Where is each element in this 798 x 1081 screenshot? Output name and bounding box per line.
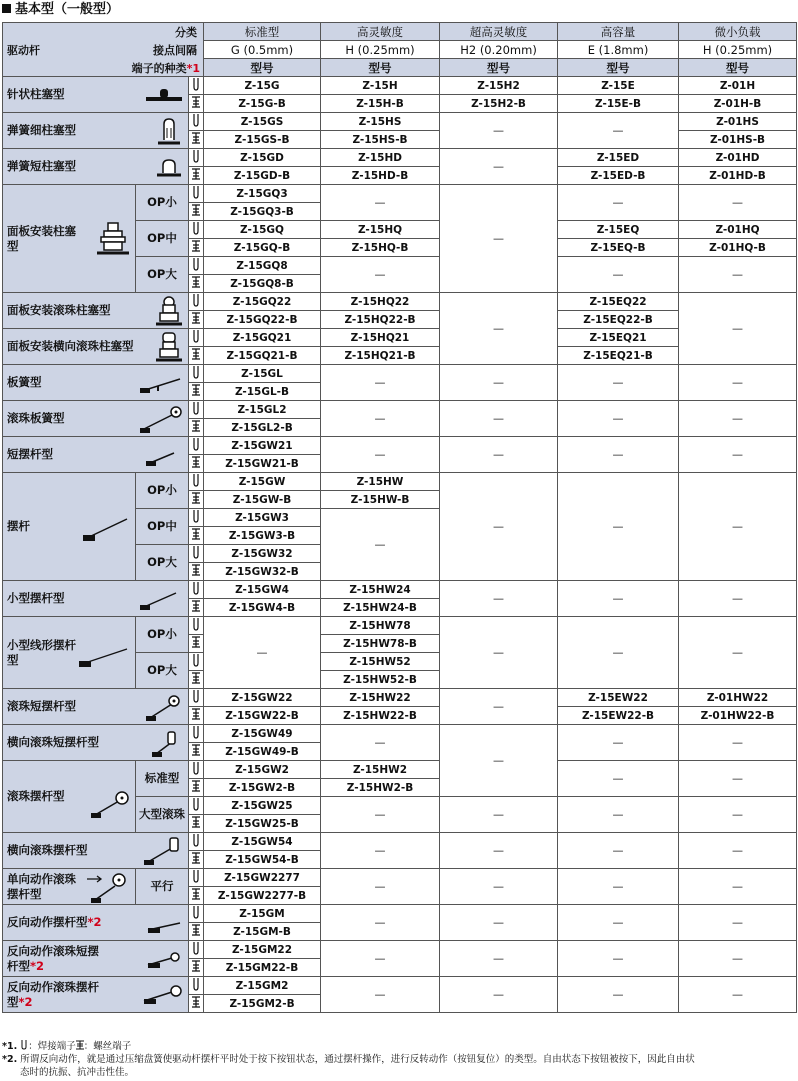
model-cell: Z-15E-B xyxy=(558,95,679,113)
sub-op-large: OP大 xyxy=(136,653,189,689)
screw-terminal-icon xyxy=(76,1040,84,1050)
model-cell: Z-15GL2-B xyxy=(204,419,321,437)
gap-h-micro: H (0.25mm) xyxy=(679,41,797,59)
terminal-label: 端子的种类*1 xyxy=(131,62,201,75)
actuator-pin: 针状柱塞型 xyxy=(3,77,189,113)
model-label: 型号 xyxy=(321,59,440,77)
solder-terminal-icon xyxy=(189,185,204,203)
screw-terminal-icon xyxy=(189,599,204,617)
model-label: 型号 xyxy=(204,59,321,77)
screw-terminal-icon xyxy=(189,455,204,473)
model-cell: Z-15EQ21 xyxy=(558,329,679,347)
square-bullet-icon xyxy=(2,4,11,13)
empty-cell: — xyxy=(679,977,797,1013)
empty-cell: — xyxy=(440,725,558,797)
empty-cell: — xyxy=(321,509,440,581)
solder-terminal-icon xyxy=(189,725,204,743)
model-cell: Z-15HD xyxy=(321,149,440,167)
empty-cell: — xyxy=(440,905,558,941)
empty-cell: — xyxy=(558,401,679,437)
model-cell: Z-01HS xyxy=(679,113,797,131)
actuator-panel-roller: 面板安装滚珠柱塞型 xyxy=(3,293,189,329)
empty-cell: — xyxy=(204,617,321,689)
empty-cell: — xyxy=(321,401,440,437)
model-cell: Z-15EQ xyxy=(558,221,679,239)
actuator-reverse-roller-short: 反向动作滚珠短摆杆型*2 xyxy=(3,941,189,977)
reverse-roller-hinge-icon xyxy=(140,983,184,1007)
sub-op-large: OP大 xyxy=(136,257,189,293)
model-cell: Z-15HW22-B xyxy=(321,707,440,725)
model-cell: Z-15HQ-B xyxy=(321,239,440,257)
col-micro-load: 微小负载 xyxy=(679,23,797,41)
model-cell: Z-15HW xyxy=(321,473,440,491)
empty-cell: — xyxy=(321,437,440,473)
empty-cell: — xyxy=(558,581,679,617)
model-cell: Z-15GL xyxy=(204,365,321,383)
actuator-label: 驱动杆 xyxy=(7,44,40,57)
model-cell: Z-15GW21 xyxy=(204,437,321,455)
page-title: 基本型（一般型） xyxy=(2,1,119,19)
empty-cell: — xyxy=(679,185,797,221)
solder-terminal-icon xyxy=(189,293,204,311)
empty-cell: — xyxy=(679,617,797,689)
empty-cell: — xyxy=(321,941,440,977)
model-cell: Z-01H-B xyxy=(679,95,797,113)
reverse-roller-short-hinge-icon xyxy=(144,949,184,971)
actuator-short-hinge: 短摆杆型 xyxy=(3,437,189,473)
sub-op-mid: OP中 xyxy=(136,221,189,257)
empty-cell: — xyxy=(440,293,558,365)
model-cell: Z-15H2-B xyxy=(440,95,558,113)
screw-terminal-icon xyxy=(189,275,204,293)
screw-terminal-icon xyxy=(189,671,204,689)
solder-terminal-icon xyxy=(189,833,204,851)
model-cell: Z-15HS xyxy=(321,113,440,131)
screw-terminal-icon xyxy=(189,563,204,581)
actuator-one-way-roller: 单向动作滚珠摆杆型 xyxy=(3,869,136,905)
model-cell: Z-15HW2 xyxy=(321,761,440,779)
empty-cell: — xyxy=(321,365,440,401)
solder-terminal-icon xyxy=(189,77,204,95)
model-cell: Z-15GM2 xyxy=(204,977,321,995)
empty-cell: — xyxy=(679,437,797,473)
solder-terminal-icon xyxy=(189,869,204,887)
actuator-small-wire-hinge: 小型线形摆杆型 xyxy=(3,617,136,689)
model-cell: Z-15ED-B xyxy=(558,167,679,185)
model-cell: Z-15GW22 xyxy=(204,689,321,707)
actuator-spring-pin: 弹簧细柱塞型 xyxy=(3,113,189,149)
empty-cell: — xyxy=(558,473,679,581)
cross-roller-short-hinge-icon xyxy=(150,728,184,760)
solder-terminal-icon xyxy=(189,365,204,383)
model-cell: Z-15HW24-B xyxy=(321,599,440,617)
model-cell: Z-15HQ21 xyxy=(321,329,440,347)
model-cell: Z-15HQ21-B xyxy=(321,347,440,365)
empty-cell: — xyxy=(679,581,797,617)
screw-terminal-icon xyxy=(189,743,204,761)
solder-terminal-icon xyxy=(189,473,204,491)
empty-cell: — xyxy=(440,185,558,293)
screw-terminal-icon xyxy=(189,491,204,509)
empty-cell: — xyxy=(679,797,797,833)
col-high-capacity: 高容量 xyxy=(558,23,679,41)
model-cell: Z-15EQ-B xyxy=(558,239,679,257)
model-cell: Z-01HW22-B xyxy=(679,707,797,725)
model-cell: Z-15GQ3 xyxy=(204,185,321,203)
empty-cell: — xyxy=(440,437,558,473)
empty-cell: — xyxy=(558,437,679,473)
empty-cell: — xyxy=(440,113,558,149)
empty-cell: — xyxy=(558,833,679,869)
gap-h: H (0.25mm) xyxy=(321,41,440,59)
sub-op-small: OP小 xyxy=(136,473,189,509)
model-cell: Z-15EQ22-B xyxy=(558,311,679,329)
model-cell: Z-15GW2-B xyxy=(204,779,321,797)
solder-terminal-icon xyxy=(189,653,204,671)
panel-cross-roller-icon xyxy=(154,331,184,363)
empty-cell: — xyxy=(321,257,440,293)
model-cell: Z-15GW xyxy=(204,473,321,491)
screw-terminal-icon xyxy=(189,383,204,401)
panel-roller-plunger-icon xyxy=(154,295,184,327)
empty-cell: — xyxy=(558,365,679,401)
sub-op-mid: OP中 xyxy=(136,509,189,545)
model-cell: Z-15GQ22 xyxy=(204,293,321,311)
solder-terminal-icon xyxy=(189,437,204,455)
col-standard: 标准型 xyxy=(204,23,321,41)
col-high-sensitivity: 高灵敏度 xyxy=(321,23,440,41)
col-ultra-sensitivity: 超高灵敏度 xyxy=(440,23,558,41)
model-cell: Z-01H xyxy=(679,77,797,95)
model-cell: Z-15GM xyxy=(204,905,321,923)
solder-terminal-icon xyxy=(189,149,204,167)
empty-cell: — xyxy=(440,797,558,833)
actuator-roller-leaf: 滚珠板簧型 xyxy=(3,401,189,437)
model-table xyxy=(2,22,797,1013)
small-hinge-lever-icon xyxy=(138,587,184,613)
empty-cell: — xyxy=(440,581,558,617)
empty-cell: — xyxy=(321,905,440,941)
empty-cell: — xyxy=(558,257,679,293)
empty-cell: — xyxy=(679,401,797,437)
reverse-hinge-lever-icon xyxy=(144,917,184,935)
model-label: 型号 xyxy=(679,59,797,77)
classification-label: 分类 xyxy=(175,26,198,39)
model-cell: Z-15HD-B xyxy=(321,167,440,185)
model-cell: Z-01HD-B xyxy=(679,167,797,185)
model-cell: Z-15H-B xyxy=(321,95,440,113)
one-way-roller-hinge-icon xyxy=(85,871,131,905)
empty-cell: — xyxy=(679,941,797,977)
model-cell: Z-15GS xyxy=(204,113,321,131)
model-cell: Z-15HW78-B xyxy=(321,635,440,653)
actuator-spring-short: 弹簧短柱塞型 xyxy=(3,149,189,185)
wire-hinge-lever-icon xyxy=(77,645,131,669)
model-cell: Z-01HD xyxy=(679,149,797,167)
model-cell: Z-15GW54 xyxy=(204,833,321,851)
solder-terminal-icon xyxy=(189,545,204,563)
model-cell: Z-15GW21-B xyxy=(204,455,321,473)
hinge-lever-icon xyxy=(81,513,131,543)
model-cell: Z-15GQ-B xyxy=(204,239,321,257)
model-cell: Z-15EQ22 xyxy=(558,293,679,311)
panel-plunger-icon xyxy=(95,221,131,257)
gap-label: 接点间隔 xyxy=(153,44,198,57)
model-cell: Z-15GD-B xyxy=(204,167,321,185)
model-cell: Z-01HW22 xyxy=(679,689,797,707)
model-cell: Z-01HQ-B xyxy=(679,239,797,257)
model-cell: Z-15GW49-B xyxy=(204,743,321,761)
empty-cell: — xyxy=(558,905,679,941)
empty-cell: — xyxy=(679,293,797,365)
model-cell: Z-15GW2 xyxy=(204,761,321,779)
actuator-cross-roller-short-hinge: 横向滚珠短摆杆型 xyxy=(3,725,189,761)
actuator-small-hinge: 小型摆杆型 xyxy=(3,581,189,617)
empty-cell: — xyxy=(440,977,558,1013)
empty-cell: — xyxy=(679,833,797,869)
screw-terminal-icon xyxy=(189,851,204,869)
model-cell: Z-15GM22 xyxy=(204,941,321,959)
screw-terminal-icon xyxy=(189,239,204,257)
pin-plunger-icon xyxy=(144,85,184,103)
model-cell: Z-15EW22 xyxy=(558,689,679,707)
model-cell: Z-15GQ21-B xyxy=(204,347,321,365)
model-cell: Z-15GW3 xyxy=(204,509,321,527)
model-cell: Z-15GL-B xyxy=(204,383,321,401)
footnote-2: *2. 所谓反向动作，就是通过压缩盘簧使驱动杆摆杆平时处于按下按钮状态，通过摆杆操作，进行反转动作（按钮复位）的类型。自由状态下按钮被按下，因此自由状 xyxy=(2,1054,695,1065)
empty-cell: — xyxy=(440,869,558,905)
screw-terminal-icon xyxy=(189,815,204,833)
model-label: 型号 xyxy=(440,59,558,77)
empty-cell: — xyxy=(558,617,679,689)
gap-h2: H2 (0.20mm) xyxy=(440,41,558,59)
footnote-1: *1. ：焊接端子 ：螺丝端子 xyxy=(2,1041,132,1052)
model-cell: Z-01HQ xyxy=(679,221,797,239)
empty-cell: — xyxy=(558,113,679,149)
model-cell: Z-15GM22-B xyxy=(204,959,321,977)
footnote-2-cont: 态时的抗振、抗冲击性佳。 xyxy=(20,1067,135,1078)
model-cell: Z-15G-B xyxy=(204,95,321,113)
cross-roller-hinge-icon xyxy=(142,836,184,868)
model-cell: Z-15GW-B xyxy=(204,491,321,509)
screw-terminal-icon xyxy=(189,167,204,185)
empty-cell: — xyxy=(558,797,679,833)
model-cell: Z-15HQ22 xyxy=(321,293,440,311)
model-cell: Z-15HW78 xyxy=(321,617,440,635)
actuator-roller-short-hinge: 滚珠短摆杆型 xyxy=(3,689,189,725)
model-cell: Z-15HQ22-B xyxy=(321,311,440,329)
screw-terminal-icon xyxy=(189,95,204,113)
spring-plunger-icon xyxy=(154,116,184,146)
empty-cell: — xyxy=(440,941,558,977)
model-cell: Z-15GW25-B xyxy=(204,815,321,833)
model-cell: Z-15EQ21-B xyxy=(558,347,679,365)
gap-e: E (1.8mm) xyxy=(558,41,679,59)
model-cell: Z-15GW3-B xyxy=(204,527,321,545)
actuator-leaf: 板簧型 xyxy=(3,365,189,401)
screw-terminal-icon xyxy=(189,959,204,977)
solder-terminal-icon xyxy=(189,761,204,779)
screw-terminal-icon xyxy=(189,995,204,1013)
empty-cell: — xyxy=(321,185,440,221)
screw-terminal-icon xyxy=(189,923,204,941)
empty-cell: — xyxy=(558,761,679,797)
model-cell: Z-15GW54-B xyxy=(204,851,321,869)
actuator-cross-roller-hinge: 横向滚珠摆杆型 xyxy=(3,833,189,869)
screw-terminal-icon xyxy=(189,203,204,221)
model-cell: Z-15HW52-B xyxy=(321,671,440,689)
solder-terminal-icon xyxy=(189,509,204,527)
model-cell: Z-15GW49 xyxy=(204,725,321,743)
roller-leaf-icon xyxy=(138,404,184,436)
actuator-roller-hinge: 滚珠摆杆型 xyxy=(3,761,136,833)
model-cell: Z-15GS-B xyxy=(204,131,321,149)
solder-terminal-icon xyxy=(189,113,204,131)
empty-cell: — xyxy=(558,185,679,221)
solder-terminal-icon xyxy=(189,941,204,959)
model-cell: Z-01HS-B xyxy=(679,131,797,149)
model-cell: Z-15GQ8-B xyxy=(204,275,321,293)
leaf-spring-icon xyxy=(138,373,184,395)
empty-cell: — xyxy=(440,401,558,437)
empty-cell: — xyxy=(558,869,679,905)
empty-cell: — xyxy=(440,473,558,581)
empty-cell: — xyxy=(440,689,558,725)
model-cell: Z-15GL2 xyxy=(204,401,321,419)
solder-terminal-icon xyxy=(189,329,204,347)
roller-hinge-lever-icon xyxy=(89,787,131,821)
model-cell: Z-15GW4-B xyxy=(204,599,321,617)
sub-parallel: 平行 xyxy=(136,869,189,905)
screw-terminal-icon xyxy=(189,311,204,329)
solder-terminal-icon xyxy=(189,797,204,815)
empty-cell: — xyxy=(679,257,797,293)
empty-cell: — xyxy=(440,833,558,869)
model-cell: Z-15HW52 xyxy=(321,653,440,671)
model-cell: Z-15GQ xyxy=(204,221,321,239)
model-cell: Z-15HW24 xyxy=(321,581,440,599)
actuator-panel-pin: 面板安装柱塞型 xyxy=(3,185,136,293)
short-plunger-icon xyxy=(154,155,184,179)
model-cell: Z-15H2 xyxy=(440,77,558,95)
empty-cell: — xyxy=(558,977,679,1013)
empty-cell: — xyxy=(679,869,797,905)
model-cell: Z-15GW2277-B xyxy=(204,887,321,905)
empty-cell: — xyxy=(679,725,797,761)
model-cell: Z-15GW2277 xyxy=(204,869,321,887)
empty-cell: — xyxy=(440,617,558,689)
screw-terminal-icon xyxy=(189,779,204,797)
model-cell: Z-15G xyxy=(204,77,321,95)
empty-cell: — xyxy=(440,365,558,401)
model-cell: Z-15GQ3-B xyxy=(204,203,321,221)
empty-cell: — xyxy=(321,797,440,833)
model-cell: Z-15HW22 xyxy=(321,689,440,707)
empty-cell: — xyxy=(679,365,797,401)
empty-cell: — xyxy=(679,905,797,941)
screw-terminal-icon xyxy=(189,707,204,725)
model-cell: Z-15GD xyxy=(204,149,321,167)
model-cell: Z-15ED xyxy=(558,149,679,167)
actuator-reverse-hinge: 反向动作摆杆型*2 xyxy=(3,905,189,941)
header-corner xyxy=(3,23,204,77)
short-hinge-lever-icon xyxy=(144,447,184,467)
model-cell: Z-15H xyxy=(321,77,440,95)
solder-terminal-icon xyxy=(189,977,204,995)
solder-terminal-icon xyxy=(189,257,204,275)
model-cell: Z-15EW22-B xyxy=(558,707,679,725)
model-cell: Z-15E xyxy=(558,77,679,95)
roller-short-hinge-icon xyxy=(144,692,184,724)
actuator-hinge: 摆杆 xyxy=(3,473,136,581)
model-cell: Z-15GQ21 xyxy=(204,329,321,347)
solder-terminal-icon xyxy=(189,905,204,923)
sub-standard: 标准型 xyxy=(136,761,189,797)
sub-large-roller: 大型滚珠 xyxy=(136,797,189,833)
model-cell: Z-15GW32 xyxy=(204,545,321,563)
solder-terminal-icon xyxy=(189,617,204,635)
gap-g: G (0.5mm) xyxy=(204,41,321,59)
empty-cell: — xyxy=(558,725,679,761)
screw-terminal-icon xyxy=(189,419,204,437)
empty-cell: — xyxy=(440,149,558,185)
model-cell: Z-15HW-B xyxy=(321,491,440,509)
screw-terminal-icon xyxy=(189,887,204,905)
empty-cell: — xyxy=(679,473,797,581)
screw-terminal-icon xyxy=(189,527,204,545)
model-cell: Z-15GM-B xyxy=(204,923,321,941)
footnotes xyxy=(2,1040,796,1079)
empty-cell: — xyxy=(321,869,440,905)
actuator-reverse-roller-hinge: 反向动作滚珠摆杆型*2 xyxy=(3,977,189,1013)
empty-cell: — xyxy=(321,833,440,869)
actuator-panel-cross-roller: 面板安装横向滚珠柱塞型 xyxy=(3,329,189,365)
solder-terminal-icon xyxy=(189,401,204,419)
sub-op-small: OP小 xyxy=(136,617,189,653)
screw-terminal-icon xyxy=(189,347,204,365)
model-cell: Z-15GQ8 xyxy=(204,257,321,275)
solder-terminal-icon xyxy=(189,221,204,239)
model-cell: Z-15GQ22-B xyxy=(204,311,321,329)
model-cell: Z-15GW32-B xyxy=(204,563,321,581)
model-cell: Z-15HW2-B xyxy=(321,779,440,797)
screw-terminal-icon xyxy=(189,635,204,653)
solder-terminal-icon xyxy=(189,581,204,599)
model-cell: Z-15GM2-B xyxy=(204,995,321,1013)
empty-cell: — xyxy=(321,725,440,761)
empty-cell: — xyxy=(321,977,440,1013)
empty-cell: — xyxy=(558,941,679,977)
model-cell: Z-15GW25 xyxy=(204,797,321,815)
screw-terminal-icon xyxy=(189,131,204,149)
sub-op-small: OP小 xyxy=(136,185,189,221)
model-cell: Z-15HS-B xyxy=(321,131,440,149)
model-label: 型号 xyxy=(558,59,679,77)
solder-terminal-icon xyxy=(189,689,204,707)
sub-op-large: OP大 xyxy=(136,545,189,581)
model-cell: Z-15GW22-B xyxy=(204,707,321,725)
empty-cell: — xyxy=(679,761,797,797)
model-cell: Z-15GW4 xyxy=(204,581,321,599)
model-cell: Z-15HQ xyxy=(321,221,440,239)
